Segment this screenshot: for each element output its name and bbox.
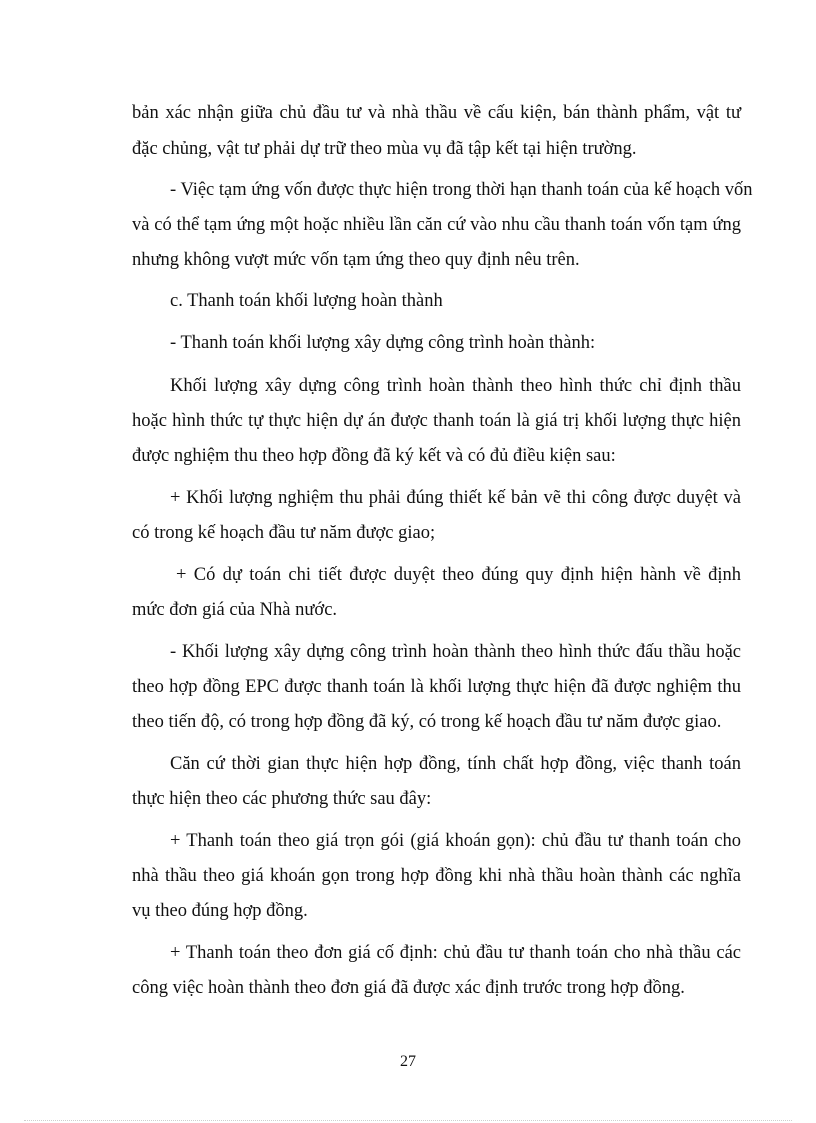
- text-line: và có thể tạm ứng một hoặc nhiều lần căn cứ vào nhu cầu thanh toán vốn tạm ứng: [132, 215, 741, 235]
- text-line: Căn cứ thời gian thực hiện hợp đồng, tính chất hợp đồng, việc thanh toán: [170, 754, 741, 774]
- text-line: theo tiến độ, có trong hợp đồng đã ký, có trong kế hoạch đầu tư năm được giao.: [132, 712, 722, 732]
- text-line: công việc hoàn thành theo đơn giá đã được xác định trước trong hợp đồng.: [132, 978, 685, 998]
- text-line: + Thanh toán theo giá trọn gói (giá khoán gọn): chủ đầu tư thanh toán cho: [170, 831, 741, 851]
- text-line: thực hiện theo các phương thức sau đây:: [132, 789, 432, 809]
- text-line: đặc chủng, vật tư phải dự trữ theo mùa vụ đã tập kết tại hiện trường.: [132, 139, 637, 159]
- text-line: + Khối lượng nghiệm thu phải đúng thiết kế bản vẽ thi công được duyệt và: [170, 488, 741, 508]
- page-number: 27: [400, 1053, 416, 1070]
- text-line: + Có dự toán chi tiết được duyệt theo đúng quy định hiện hành về định: [176, 565, 741, 585]
- text-line: nhà thầu theo giá khoán gọn trong hợp đồng khi nhà thầu hoàn thành các nghĩa: [132, 866, 741, 886]
- text-line: được nghiệm thu theo hợp đồng đã ký kết và có đủ điều kiện sau:: [132, 446, 616, 466]
- text-line: - Khối lượng xây dựng công trình hoàn thành theo hình thức đấu thầu hoặc: [170, 642, 741, 662]
- text-line: - Thanh toán khối lượng xây dựng công trình hoàn thành:: [170, 333, 596, 353]
- text-line: theo hợp đồng EPC được thanh toán là khối lượng thực hiện đã được nghiệm thu: [132, 677, 741, 697]
- text-line: mức đơn giá của Nhà nước.: [132, 600, 338, 620]
- text-line: bản xác nhận giữa chủ đầu tư và nhà thầu về cấu kiện, bán thành phẩm, vật tư: [132, 103, 741, 123]
- text-line: vụ theo đúng hợp đồng.: [132, 901, 308, 921]
- text-line: Khối lượng xây dựng công trình hoàn thành theo hình thức chỉ định thầu: [170, 376, 741, 396]
- text-line: - Việc tạm ứng vốn được thực hiện trong thời hạn thanh toán của kế hoạch vốn: [170, 180, 753, 200]
- text-line: + Thanh toán theo đơn giá cố định: chủ đầu tư thanh toán cho nhà thầu các: [170, 943, 741, 963]
- text-line: có trong kế hoạch đầu tư năm được giao;: [132, 523, 436, 543]
- bottom-divider: [24, 1120, 792, 1121]
- section-heading: c. Thanh toán khối lượng hoàn thành: [170, 291, 443, 311]
- text-line: hoặc hình thức tự thực hiện dự án được thanh toán là giá trị khối lượng thực hiện: [132, 411, 741, 431]
- text-line: nhưng không vượt mức vốn tạm ứng theo quy định nêu trên.: [132, 250, 580, 270]
